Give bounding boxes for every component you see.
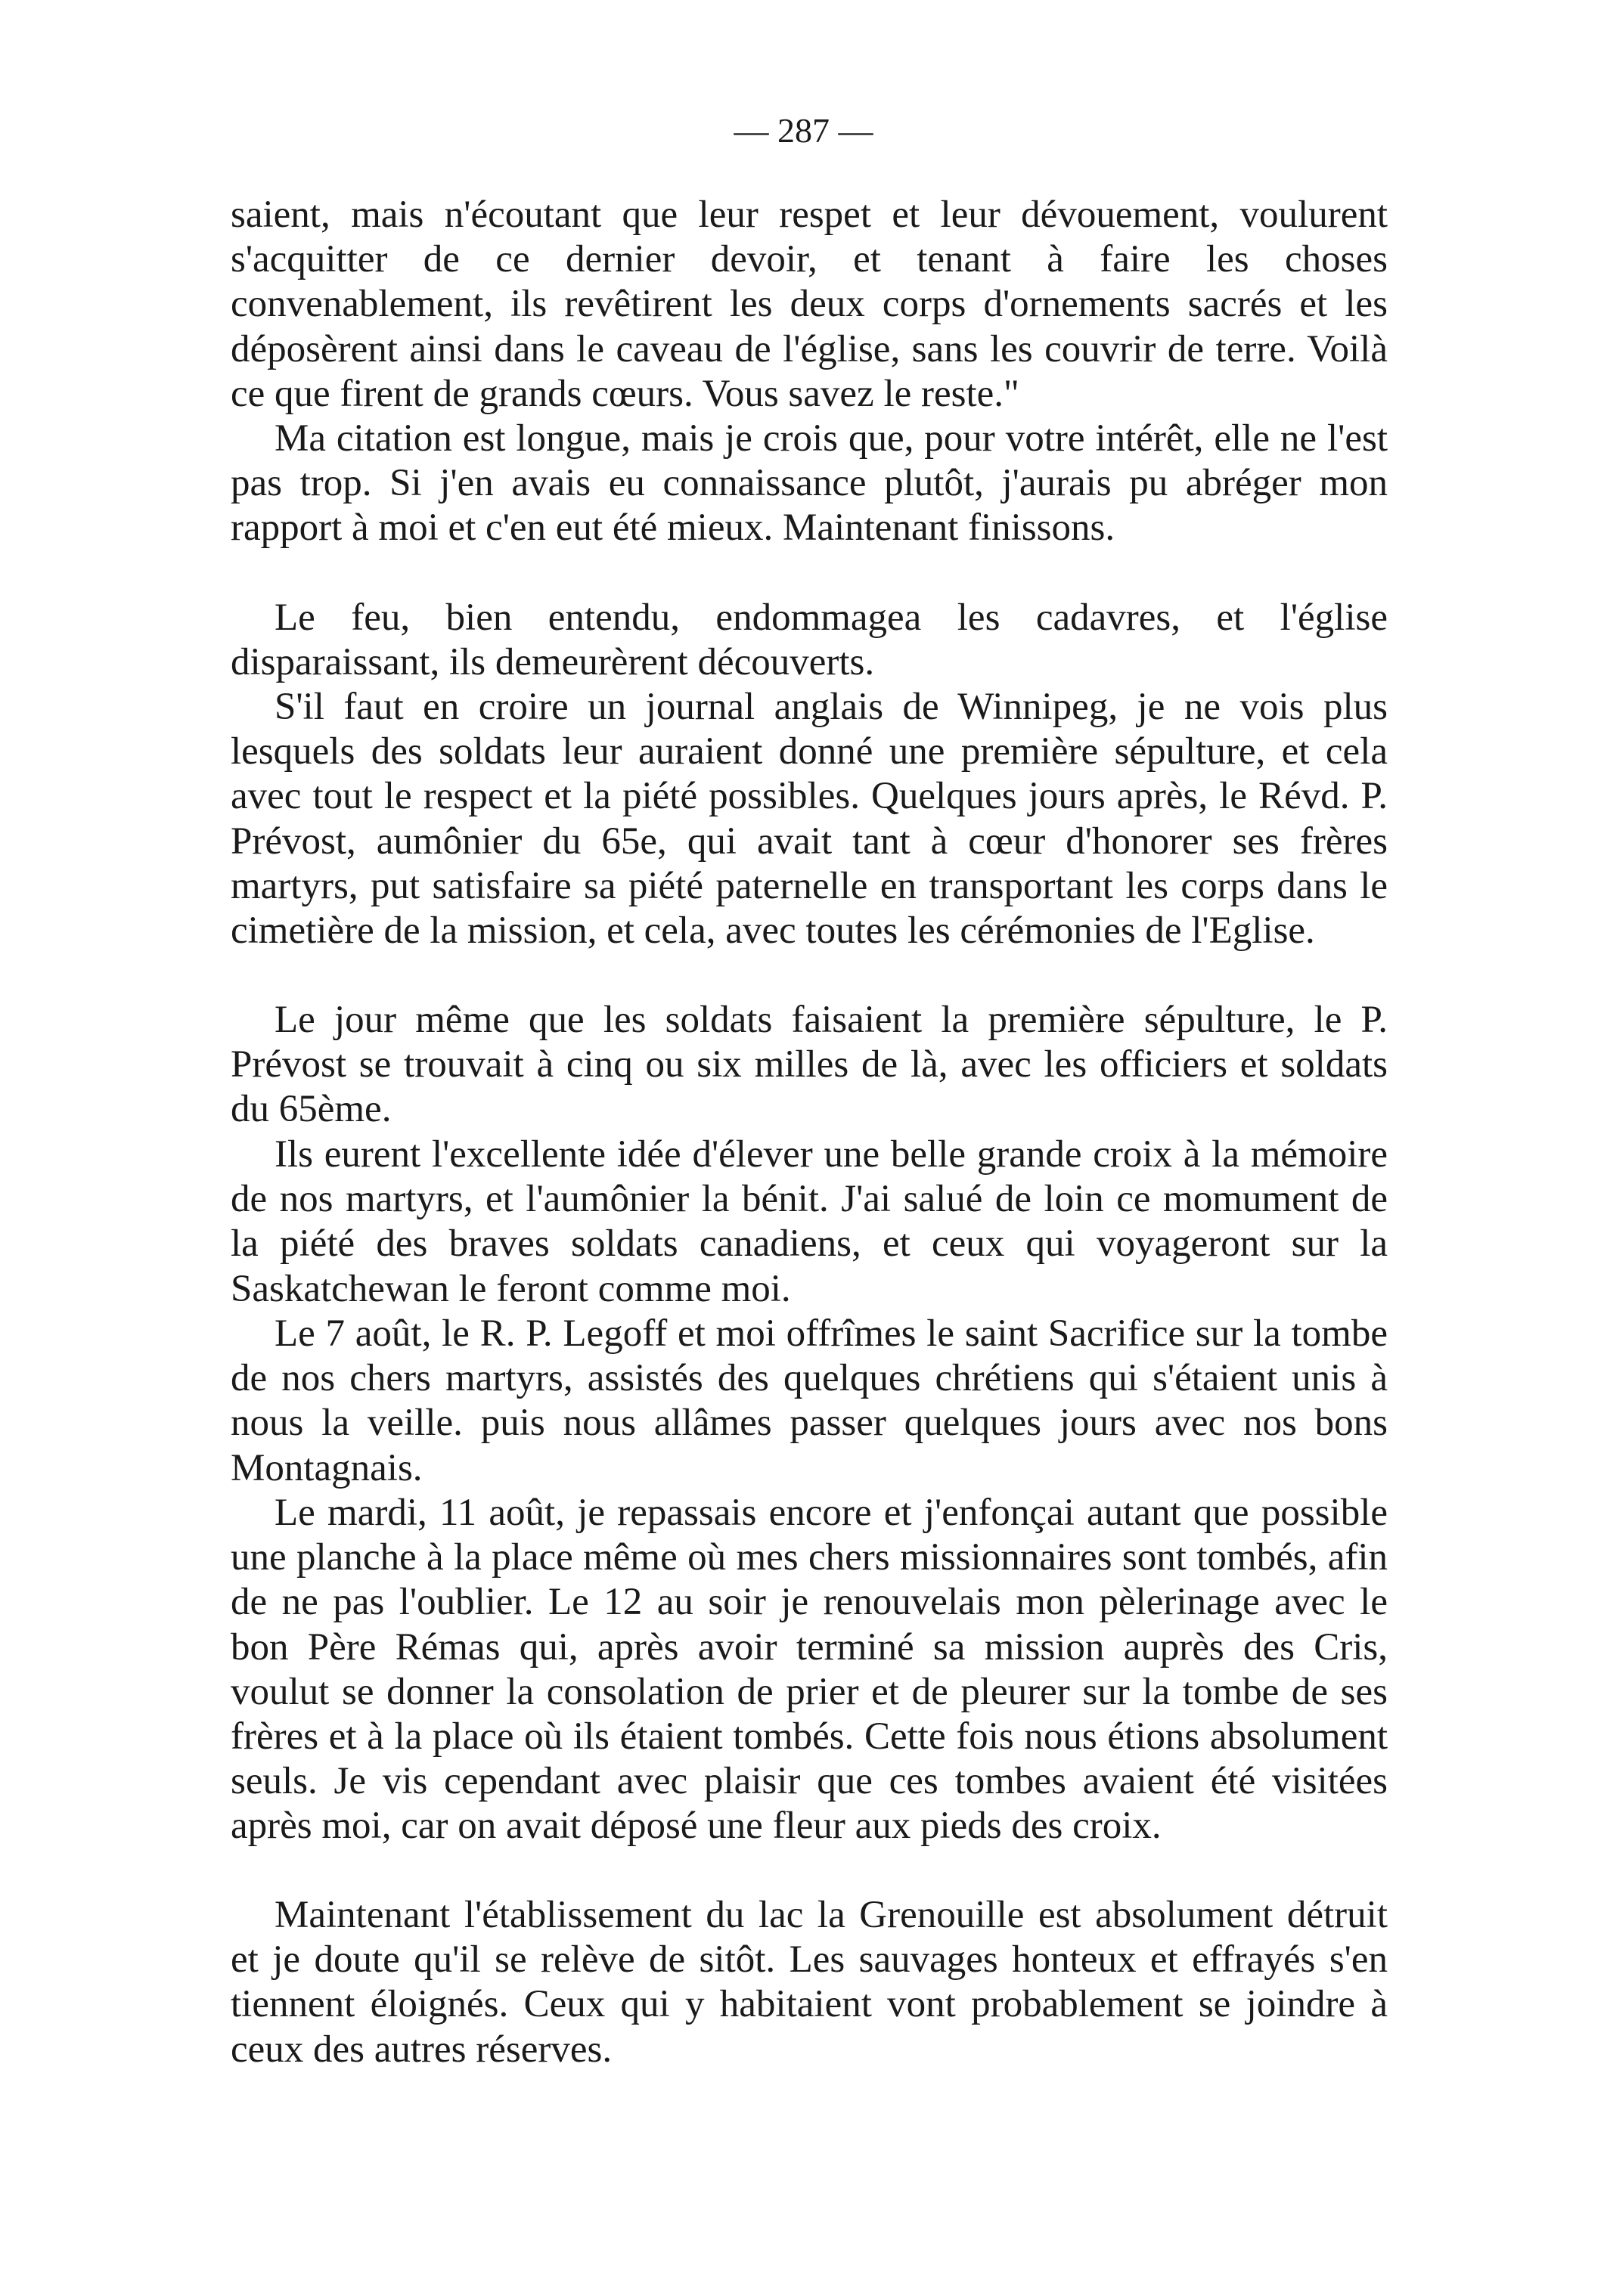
paragraph: Le feu, bien entendu, endommagea les cadavres, et l'église disparaissant, ils demeurèrent découverts.: [231, 596, 1388, 684]
paragraph: Maintenant l'établissement du lac la Grenouille est absolument détruit et je doute qu'il se relève de sitôt. Les sauvages honteux et effrayés s'en tiennent éloignés. Ceux qui y habitaient vont probablement se joindre à ceux des autres réserves.: [231, 1894, 1388, 2071]
paragraph: S'il faut en croire un journal anglais de Winnipeg, je ne vois plus lesquels des soldats leur auraient donné une première sépulture, et cela avec tout le respect et la piété possibles. Quelques jours après, le Révd. P. Prévost, aumônier du 65e, qui avait tant à cœur d'honorer ses frères martyrs, put satisfaire sa piété paternelle en transportant les corps dans le cimetière de la mission, et cela, avec toutes les cérémonies de l'Eglise.: [231, 686, 1388, 953]
paragraph: saient, mais n'écoutant que leur respet et leur dévouement, voulurent s'acquitter de ce dernier devoir, et tenant à faire les choses convenablement, ils revêtirent les deux corps d'ornements sacrés et les déposèrent ainsi dans le caveau de l'église, sans les couvrir de terre. Voilà ce que firent de grands cœurs. Vous savez le reste.": [231, 194, 1388, 415]
paragraph: Le jour même que les soldats faisaient la première sépulture, le P. Prévost se trouvait à cinq ou six milles de là, avec les officiers et soldats du 65ème.: [231, 999, 1388, 1131]
paragraph: Le mardi, 11 août, je repassais encore et j'enfonçai autant que possible une planche à la place même où mes chers missionnaires sont tombés, afin de ne pas l'oublier. Le 12 au soir je renouvelais mon pèlerinage avec le bon Père Rémas qui, après avoir terminé sa mission auprès des Cris, voulut se donner la consolation de prier et de pleurer sur la tombe de ses frères et à la place où ils étaient tombés. Cette fois nous étions absolument seuls. Je vis cependant avec plaisir que ces tombes avaient été visitées après moi, car on avait déposé une fleur aux pieds des croix.: [231, 1492, 1388, 1848]
paragraph: Ma citation est longue, mais je crois que, pour votre intérêt, elle ne l'est pas trop. Si j'en avais eu connaissance plutôt, j'aurais pu abréger mon rapport à moi et c'en eut été mieux. Maintenant finissons.: [231, 417, 1388, 550]
paragraph: Le 7 août, le R. P. Legoff et moi offrîmes le saint Sacrifice sur la tombe de nos chers martyrs, assistés des quelques chrétiens qui s'étaient unis à nous la veille. puis nous allâmes passer quelques jours avec nos bons Montagnais.: [231, 1312, 1388, 1489]
page-number: — 287 —: [734, 111, 873, 150]
page-body: [231, 193, 1388, 2117]
paragraph: Ils eurent l'excellente idée d'élever une belle grande croix à la mémoire de nos martyrs, et l'aumônier la bénit. J'ai salué de loin ce momument de la piété des braves soldats canadiens, et ceux qui voyageront sur la Saskatchewan le feront comme moi.: [231, 1133, 1388, 1310]
